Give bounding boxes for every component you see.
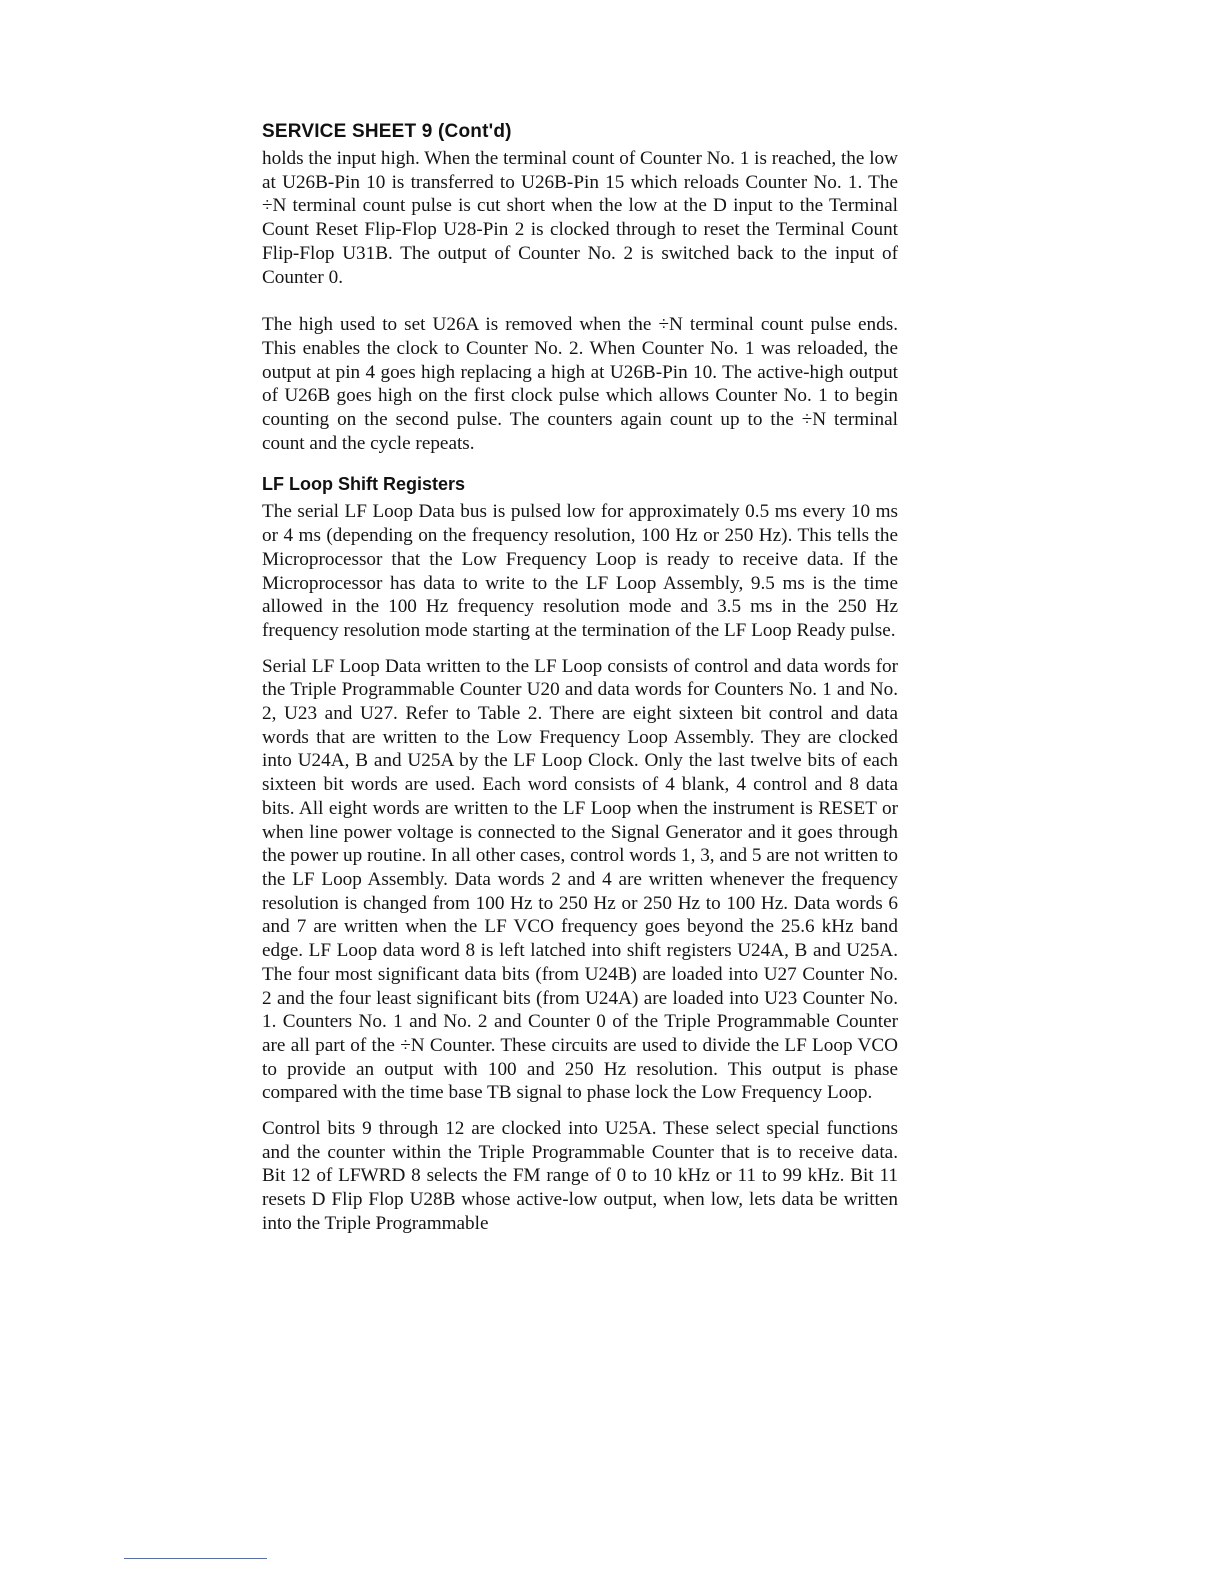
paragraph-cycle-repeats: The high used to set U26A is removed when the ÷N terminal count pulse ends. This enables the clock to Counter No. 2. When Counter No. 1 was reloaded, the output at pin 4 goes high replacing a high at U26B-Pin 10. The active-high output of U26B goes high on the first clock pulse which allows Counter No. 1 to begin counting on the second pulse. The counters again count up to the ÷N terminal count and the cycle repeats. bbox=[262, 314, 898, 454]
section-heading: SERVICE SHEET 9 (Cont'd) bbox=[262, 121, 512, 142]
paragraph-serial-bus: The serial LF Loop Data bus is pulsed low for approximately 0.5 ms every 10 ms or 4 ms (depending on the frequency resolution, 100 Hz or 250 Hz). This tells the Microprocessor that the Low Frequency Loop is ready to receive data. If the Microprocessor has data to write to the LF Loop Assembly, 9.5 ms is the time allowed in the 100 Hz frequency resolution mode and 3.5 ms in the 250 Hz frequency resolution mode starting at the termination of the LF Loop Ready pulse. bbox=[262, 501, 898, 641]
paragraph-serial-data-words: Serial LF Loop Data written to the LF Loop consists of control and data words for the Triple Programmable Counter U20 and data words for Counters No. 1 and No. 2, U23 and U27. Refer to Table 2. There are eight sixteen bit control and data words that are written to the Low Frequency Loop Assembly. They are clocked into U24A, B and U25A by the LF Loop Clock. Only the last twelve bits of each sixteen bit words are used. Each word consists of 4 blank, 4 control and 8 data bits. All eight words are written to the LF Loop when the instrument is RESET or when line power voltage is connected to the Signal Generator and it goes through the power up routine. In all other cases, control words 1, 3, and 5 are not written to the LF Loop Assembly. Data words 2 and 4 are written whenever the frequency resolution is changed from 100 Hz to 250 Hz or 250 Hz to 100 Hz. Data words 6 and 7 are written when the LF VCO frequency goes beyond the 25.6 kHz band edge. LF Loop data word 8 is left latched into shift registers U24A, B and U25A. The four most significant data bits (from U24B) are loaded into U27 Counter No. 2 and the four least significant bits (from U24A) are loaded into U23 Counter No. 1. Counters No. 1 and No. 2 and Counter 0 of the Triple Programmable Counter are all part of the ÷N Counter. These circuits are used to divide the LF Loop VCO to provide an output with 100 and 250 Hz resolution. This output is phase compared with the time base TB signal to phase lock the Low Frequency Loop. bbox=[262, 655, 898, 1104]
paragraph-control-bits: Control bits 9 through 12 are clocked into U25A. These select special functions and the counter within the Triple Programmable Counter that is to receive data. Bit 12 of LFWRD 8 selects the FM range of 0 to 10 kHz or 11 to 99 kHz. Bit 11 resets D Flip Flop U28B whose active-low output, when low, lets data be written into the Triple Programmable bbox=[262, 1118, 898, 1234]
footnote-rule bbox=[124, 1558, 267, 1559]
paragraph-counter-reload: holds the input high. When the terminal count of Counter No. 1 is reached, the low at U26B-Pin 10 is transferred to U26B-Pin 15 which reloads Counter No. 1. The ÷N terminal count pulse is cut short when the low at the D input to the Terminal Count Reset Flip-Flop U28-Pin 2 is clocked through to reset the Terminal Count Flip-Flop U31B. The output of Counter No. 2 is switched back to the input of Counter 0. bbox=[262, 148, 898, 288]
text-column bbox=[262, 118, 898, 1236]
subsection-heading: LF Loop Shift Registers bbox=[262, 474, 466, 495]
